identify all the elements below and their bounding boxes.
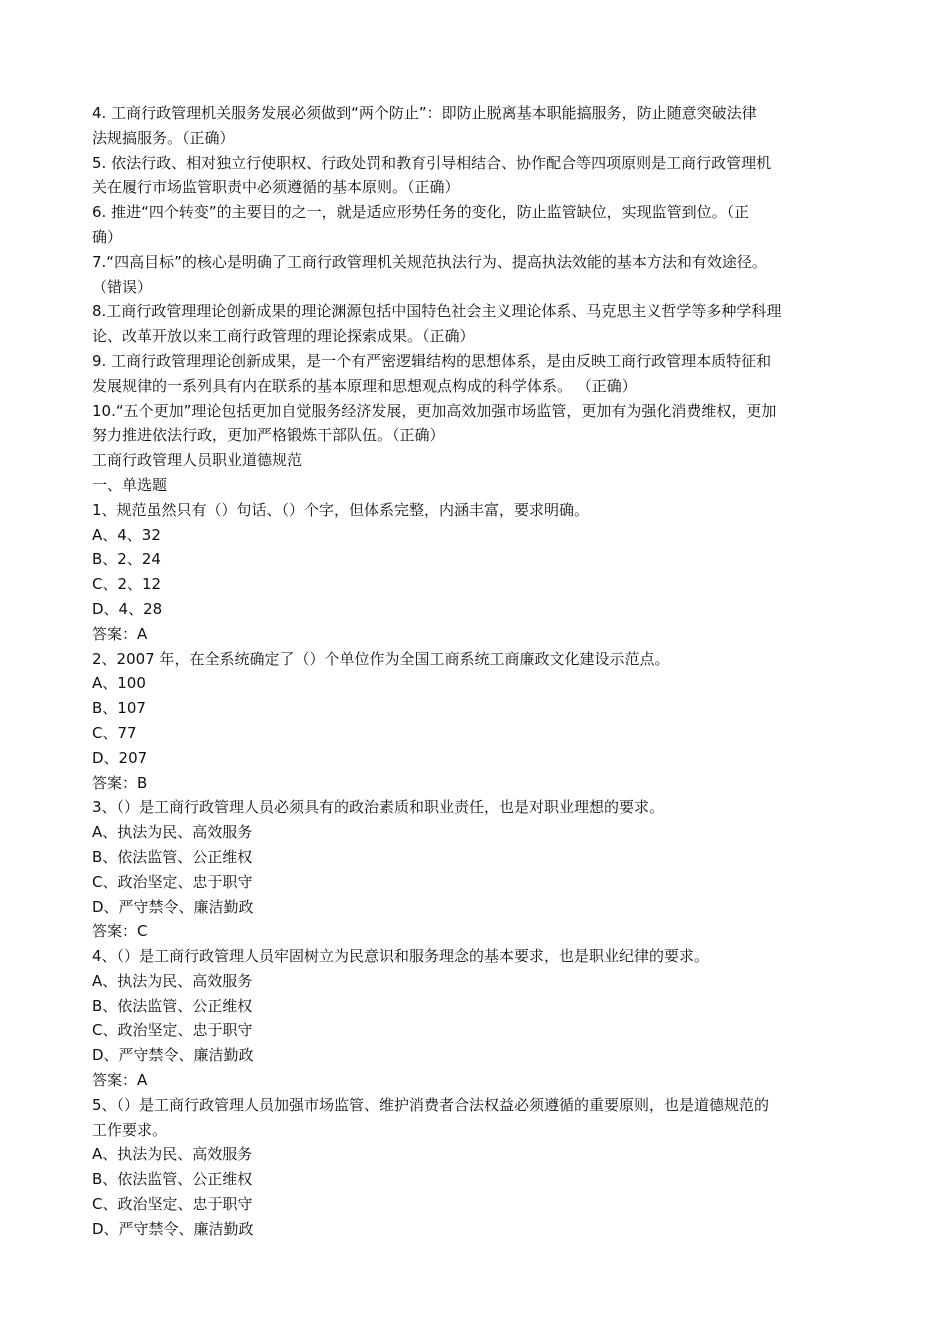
text-line: D、严守禁令、廉洁勤政 — [92, 1046, 254, 1065]
text-line: A、执法为民、高效服务 — [92, 971, 253, 990]
text-line: A、执法为民、高效服务 — [92, 1145, 253, 1164]
text-line: 一、单选题 — [92, 475, 168, 494]
text-line: 答案：A — [92, 1071, 148, 1090]
text-line: 发展规律的一系列具有内在联系的基本原理和思想观点构成的科学体系。 （正确） — [92, 376, 637, 395]
text-line: 法规搞服务。（正确） — [92, 128, 235, 147]
text-line: B、依法监管、公正维权 — [92, 847, 253, 866]
text-line: 论、改革开放以来工商行政管理的理论探索成果。（正确） — [92, 327, 475, 346]
text-line: 5. 依法行政、相对独立行使职权、行政处罚和教育引导相结合、协作配合等四项原则是工商行政管理机 — [92, 153, 772, 172]
text-line: 工商行政管理人员职业道德规范 — [92, 451, 303, 470]
text-line: C、政治坚定、忠于职守 — [92, 1021, 253, 1040]
text-line: D、207 — [92, 748, 148, 767]
text-line: A、100 — [92, 674, 146, 693]
text-line: 9. 工商行政管理理论创新成果，是一个有严密逻辑结构的思想体系，是由反映工商行政管理本质特征和 — [92, 351, 772, 370]
text-line: D、4、28 — [92, 599, 163, 618]
text-line: 8.工商行政管理理论创新成果的理论渊源包括中国特色社会主义理论体系、马克思主义哲学等多种学科理 — [92, 302, 782, 321]
text-line: 3、（）是工商行政管理人员必须具有的政治素质和职业责任，也是对职业理想的要求。 — [92, 798, 665, 817]
text-line: 关在履行市场监管职责中必须遵循的基本原则。（正确） — [92, 178, 460, 197]
text-line: 2、2007 年，在全系统确定了（）个单位作为全国工商系统工商廉政文化建设示范点。 — [92, 649, 670, 668]
text-line: 1、规范虽然只有（）句话、（）个字，但体系完整，内涵丰富，要求明确。 — [92, 500, 590, 519]
text-line: D、严守禁令、廉洁勤政 — [92, 1219, 254, 1238]
text-line: C、政治坚定、忠于职守 — [92, 1195, 253, 1214]
text-line: 6. 推进“四个转变”的主要目的之一，就是适应形势任务的变化，防止监管缺位，实现监管到位。（正 — [92, 203, 750, 222]
text-line: A、执法为民、高效服务 — [92, 823, 253, 842]
text-line: 5、（）是工商行政管理人员加强市场监管、维护消费者合法权益必须遵循的重要原则，也是道德规范的 — [92, 1095, 770, 1114]
text-line: 7.“四高目标”的核心是明确了工商行政管理机关规范执法行为、提高执法效能的基本方法和有效途径。 — [92, 252, 767, 271]
text-line: C、2、12 — [92, 575, 162, 594]
text-line: D、严守禁令、廉洁勤政 — [92, 897, 254, 916]
text-line: C、政治坚定、忠于职守 — [92, 872, 253, 891]
text-line: B、2、24 — [92, 550, 161, 569]
text-line: （错误） — [92, 277, 153, 296]
text-line: 工作要求。 — [92, 1120, 168, 1139]
text-line: 答案：B — [92, 773, 148, 792]
text-line: C、77 — [92, 723, 137, 742]
text-line: 4. 工商行政管理机关服务发展必须做到“两个防止”：即防止脱离基本职能搞服务，防止随意突破法律 — [92, 104, 757, 122]
text-line: B、依法监管、公正维权 — [92, 1170, 253, 1189]
text-line: 10.“五个更加”理论包括更加自觉服务经济发展，更加高效加强市场监管，更加有为强化消费维权，更加 — [92, 401, 777, 420]
document-body — [92, 101, 864, 1242]
text-line: 答案：A — [92, 624, 148, 643]
text-line: B、107 — [92, 699, 146, 718]
text-line: A、4、32 — [92, 525, 161, 544]
text-line: 确） — [92, 227, 123, 246]
text-line: B、依法监管、公正维权 — [92, 996, 253, 1015]
text-line: 答案：C — [92, 922, 148, 941]
text-line: 4、（）是工商行政管理人员牢固树立为民意识和服务理念的基本要求，也是职业纪律的要求。 — [92, 947, 710, 966]
text-line: 努力推进依法行政，更加严格锻炼干部队伍。（正确） — [92, 426, 445, 445]
